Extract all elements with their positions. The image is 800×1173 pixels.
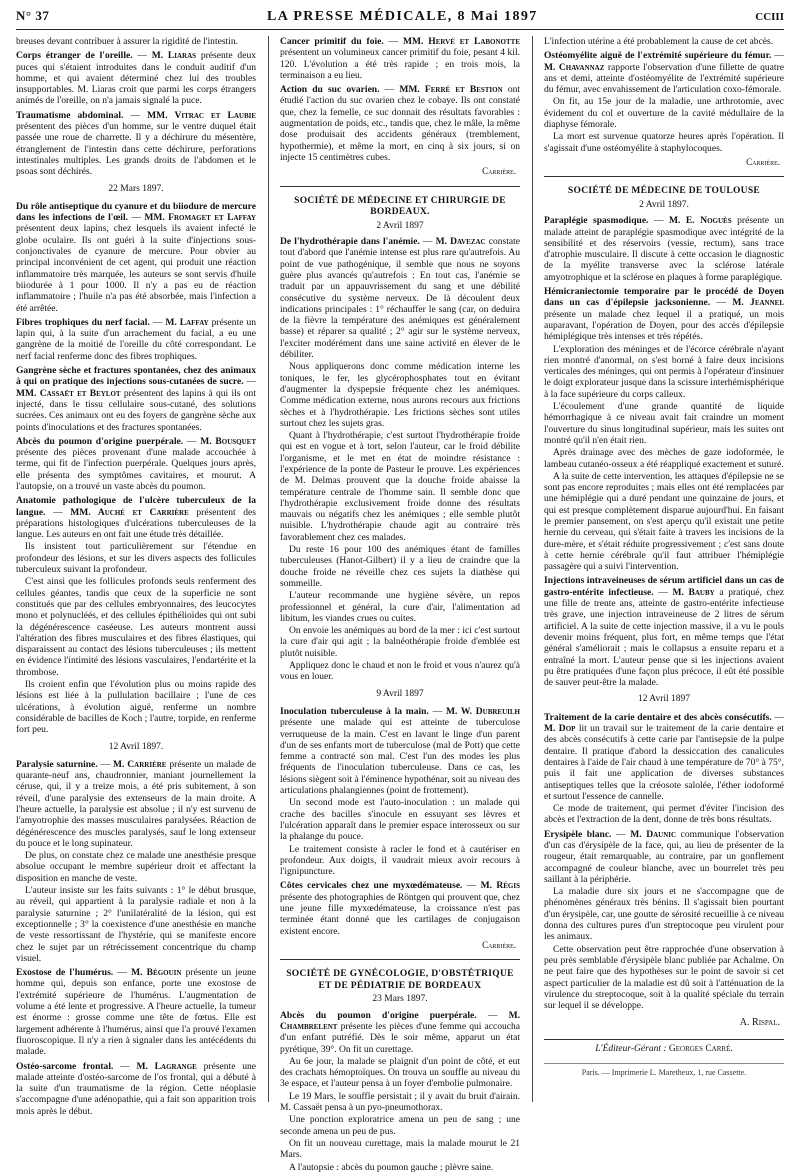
article-title: Du rôle antiseptique du cyanure et du biiodure de mercure dans les infections de l'œil. bbox=[16, 200, 256, 224]
article-continuation bbox=[16, 36, 256, 47]
newspaper-page bbox=[16, 8, 785, 1173]
article: Traumatisme abdominal. — MM. Vitrac et Laubie présentent des pièces d'un homme, sur le ventre duquel était passée une roue de charrette. Il y a déchirure du mésentère, étranglement de l'intestin dans cette déchirure, perforations intestinales multiples. Les grands droits de l'abdomen et le psoas sont déchirés. bbox=[16, 109, 257, 178]
paragraph: On envoie les anémiques au bord de la mer : ici c'est surtout la cure d'air qui agit ; la balnéothérapie froide d'emblée est plutôt nuisible. bbox=[280, 625, 520, 659]
article: Cancer primitif du foie. — MM. Hervé et Labonotte présentent un volumineux cancer primitif du foie, pesant 4 kil. 120. L'évolution a été très rapide ; en trois mois, la terminaison a eu lieu. bbox=[280, 36, 520, 81]
article-title: Injections intraveineuses de sérum artificiel dans un cas de gastro-entérite infectieuse. bbox=[544, 575, 784, 598]
article: Injections intraveineuses de sérum artificiel dans un cas de gastro-entérite infectieuse. — M. Bauby a pratiqué, chez une fille de trente ans, atteinte de gastro-entérite infectieuse très grave, une injection intraveineuse de 2 litres de sérum artificiel. A la suite de cette injection massive, il a vu le pouls devenir moins fréquent, plus fort, en même temps que l'état général s'améliorait ; mais le collapsus a ensuite reparu et a entraîné la mort. L'auteur pense que si les injections avaient pu être pratiquées d'une façon plus précoce, il eût été possible de sauver peut-être la malade. bbox=[544, 575, 784, 689]
article: Action du suc ovarien. — MM. Ferré et Bestion ont étudié l'action du suc ovarien chez le cobaye. Ils ont constaté que, chez la femelle, ce suc donnait des résultats favorables : augmentation de poids, etc., tandis que, chez le mâle, la même dose produisait des accidents généraux (tremblement, hypothermie), et même la mort, en cinq à six jours, si on injecte 15 centimètres cubes. bbox=[280, 84, 521, 163]
paragraph: Le 19 Mars, le souffle persistait ; il y avait du bruit d'airain. M. Cassaët pensa à un pyo-pneumothorax. bbox=[280, 1090, 520, 1114]
article-title: Fibres trophiques du nerf facial. bbox=[16, 316, 150, 328]
society-heading bbox=[544, 176, 784, 211]
article: Traitement de la carie dentaire et des abcès consécutifs. — M. Dop lit un travail sur le traitement de la carie dentaire et des abcès consécutifs à cette carie par l'antisepsie de la pulpe dentaire. Il pratique d'abord la dessiccation des canalicules dentaires à l'aide de l'air chaud à une température de 70° à 75°, puis il fait une application de diverses substances antiseptiques telles que la créosote salolée, l'éther iodoformé et surtout l'essence de cannelle. Ce mode de traitement, qui permet d'éviter l'incision des abcès et l'extraction de la dent, donne de très bons résultats. bbox=[544, 711, 785, 826]
article: Paralysie saturnine. — M. Carrière présente un malade de quarante-neuf ans, chaudronnier, maniant journellement la céruse, qui, il y a treize mois, a été pris subitement, à son réveil, d'une paralysie des extenseurs de la main droite. A l'heure actuelle, la paralysie est absolue ; il n'y est survenu de l'amyotrophie des masses musculaires paralysées. Réaction de dégénérescence des muscles paralysés, sauf le long extenseur du pouce et le long supinateur. De plus, on constate chez ce malade une anesthésie presque absolue occupant le membre supérieur droit et affectant la disposition en manche de veste. L'auteur insiste sur les faits suivants : 1° le début brusque, au réveil, qui appartient à la paralysie radiale et non à la paralysie saturnine ; 2° l'unilatéralité de la lésion, qui est exceptionnelle ; 3° la coexistence d'une anesthésie en manche de veste ressortissant de l'hystérie, qui se manifeste encore chez le sujet par un rétrécissement concentrique du champ visuel. bbox=[16, 758, 257, 964]
article-body: présentent un volumineux cancer primitif du foie, pesant 4 kil. 120. L'évolution a été très rapide ; en trois mois, la terminaison a eu lieu. bbox=[280, 47, 520, 81]
publisher-credit bbox=[544, 1039, 784, 1055]
paragraph: Au 6e jour, la malade se plaignit d'un point de côté, et eut des crachats hémoptoïques. On trouva un souffle au niveau du 3e espace, et l'auteur pensa à un foyer d'embolie pulmonaire. bbox=[280, 1055, 520, 1090]
article: Ostéomyélite aiguë de l'extrémité supérieure du fémur. — M. Chavannaz rapporte l'observation d'une fillette de quatre ans et demi, atteinte d'ostéomyélite de l'extrémité supérieure du fémur, avec envahissement de l'articulation coxo-fémorale. On fit, au 15e jour de la maladie, une arthrotomie, avec évidement du col et ouverture de la cavité médullaire de la diaphyse fémorale. La mort est survenue quatorze heures après l'opération. Il s'agissait d'une ostéomyélite à staphylocoques. bbox=[544, 50, 785, 154]
article: Exostose de l'humérus. — M. Bégouin présente un jeune homme qui, depuis son enfance, porte une exostose de l'extrémité supérieure de l'humérus. L'augmentation de volume a été lente et progressive. A l'heure actuelle, la tumeur est énorme : grosse comme une tête de fœtus. Elle est largement adhérente à l'humérus, ainsi que l'a prouvé l'examen fluoroscopique. Il n'y a rien à signaler dans les antécédents du malade. bbox=[16, 967, 257, 1058]
article-title: De l'hydrothérapie dans l'anémie. bbox=[280, 236, 420, 248]
article-author: M. E. Noguès bbox=[669, 215, 732, 227]
article-body: présente un malade chez lequel il a pratiqué, un mois auparavant, l'opération de Doyen, pour des accès d'épilepsie hémiplégique très intenses et très répétés. bbox=[544, 308, 784, 343]
column-left bbox=[16, 36, 257, 1117]
article-body: présentent des pièces d'un homme, sur le ventre duquel était passée une roue de charrette. Il y a déchirure du mésentère, étranglement de l'intestin dans cette déchirure, perforations intestinales multiples. Les grands droits de l'abdomen et le psoas sont déchirés. bbox=[16, 121, 256, 178]
article: Corps étranger de l'oreille. — M. Liaras présente deux puces qui s'étaient introduites dans le conduit auditif d'un homme, et qui avaient déterminé chez lui des troubles insupportables. M. Liaras croit que parmi les corps étrangers animés de l'oreille, on n'a jamais signalé la puce. bbox=[16, 50, 256, 107]
paragraph: breuses devant contribuer à assurer la rigidité de l'intestin. bbox=[16, 36, 239, 47]
article-continuation bbox=[544, 36, 784, 47]
article-title: Inoculation tuberculeuse à la main. bbox=[280, 705, 429, 717]
article-author: M. Daunic bbox=[630, 828, 677, 840]
article-body: présentent des lapins à qui ils ont injecté, dans le tissu cellulaire sous-cutané, des solutions sucrées. Ces animaux ont eu des foyers de gangrène sèche aux points d'inoculations et des fractures spontanées. bbox=[16, 387, 256, 433]
article: Du rôle antiseptique du cyanure et du biiodure de mercure dans les infections de l'œil. — MM. Fromaget et Laffay présentent deux lapins, chez lesquels ils avaient infecté le globe oculaire. Ils ont guéri à la suite d'injections sous-conjonctivales de cyanure de mercure. Pour obvier au principal inconvénient de cet agent, qui produit une réaction inflammatoire très marquée, les auteurs se sont servis d'huile biiodurée à 1 pour 1000. Il n'y a pas eu de réaction inflammatoire ; l'huile n'a pas été absorbée, mais l'infection a été arrêtée. bbox=[16, 200, 257, 314]
paragraph: Ils croient enfin que l'évolution plus ou moins rapide des lésions est liée à la pullulation bacillaire ; l'une de ces ulcérations, à évolution aiguë, renferme un nombre considérable de bacilles de Koch ; l'autre, torpide, en renferme fort peu. bbox=[16, 679, 256, 736]
paragraph: Ce mode de traitement, qui permet d'éviter l'incision des abcès et l'extraction de la dent, donne de très bons résultats. bbox=[544, 803, 784, 826]
article-title: Traitement de la carie dentaire et des abcès consécutifs. bbox=[544, 711, 772, 723]
article: Gangrène sèche et fractures spontanées, chez des animaux à qui on pratique des injections sous-cutanées de sucre. — MM. Cassaët et Beylot présentent des lapins à qui ils ont injecté, dans le tissu cellulaire sous-cutané, des solutions sucrées. Ces animaux ont eu des foyers de gangrène sèche aux points d'inoculations et des fractures spontanées. bbox=[16, 365, 257, 433]
paragraph: A la suite de cette intervention, les attaques d'épilepsie ne se sont pas encore reproduites ; mais elles ont été remplacées par une hémiplégie qui a duré pendant une quinzaine de jours, et qui est presque complètement disparue aujourd'hui. En faisant le premier pansement, on s'est aperçu qu'il existait une petite hernie du cerveau, qui s'était faite à travers les incisions de la dure-mère, et s'était réduite progressivement ; c'est sans doute à cette hernie cérébrale qu'il faut attribuer l'hémiplégie passagère qui a suivi l'intervention. bbox=[544, 470, 784, 573]
paragraph: Un second mode est l'auto-inoculation : un malade qui crache des bacilles s'inocule en essuyant ses lèvres et l'ulcération apparaît dans le premier espace interosseux ou sur la phalange du pouce. bbox=[280, 797, 520, 843]
paragraph: L'exploration des méninges et de l'écorce cérébrale n'ayant rien montré d'anormal, on s'est borné à faire deux incisions verticales des méninges, qui ont permis à l'opérateur d'insinuer le doigt explorateur jusque dans la scissure interhémisphérique à la face supérieure du corps calleux. bbox=[544, 343, 784, 400]
article-author: M. Chavannaz bbox=[544, 61, 605, 73]
article-body: a pratiqué, chez une fille de trente ans, atteinte de gastro-entérite infectieuse très grave, une injection intraveineuse de 2 litres de sérum artificiel. A la suite de cette injection massive, il a vu le pouls devenir moins fréquent, plus fort, en même temps que l'état général s'améliorait ; mais le collapsus a ensuite reparu et a entraîné la mort. L'auteur pense que si les injections avaient pu être pratiquées d'une façon plus précoce, il eût été possible de sauver peut-être la malade. bbox=[544, 586, 784, 689]
page-number: CCIII bbox=[755, 11, 784, 23]
article-title: Ostéomyélite aiguë de l'extrémité supérieure du fémur. bbox=[544, 50, 772, 62]
society-name: SOCIÉTÉ DE MÉDECINE ET CHIRURGIE DE BORDEAUX. bbox=[294, 195, 506, 218]
article-title: Paraplégie spasmodique. bbox=[544, 215, 649, 227]
column-middle bbox=[280, 36, 521, 1173]
article-author: MM. Vitrac et Laubie bbox=[147, 109, 257, 121]
article: De l'hydrothérapie dans l'anémie. — M. Davezac constate tout d'abord que l'anémie intense est plus rare qu'autrefois. Au point de vue pathogénique, il semble que nous ne soyons guère plus avancés qu'autrefois : En tout cas, l'anémie se traduit par un appauvrissement du sang et une débilité consécutive du système nerveux. De là découlent deux indications principales : 1° réchauffer le sang (car, on deduira de la fièvre la température des anémiques est généralement basse) et réparer sa qualité ; 2° agir sur le système nerveux, l'exciter modérément dans une saine activité en élever de le débiliter. Nous appliquerons donc comme médication interne les toniques, le fer, les glycérophosphates tout en évitant d'augmenter la dyspepsie fréquente chez les anémiques. Comme médication externe, nous aurons recours aux frictions sèches et à l'hydrothérapie. Les frictions sèches sont utiles surtout chez les sujets gras. Quant à l'hydrothérapie, c'est surtout l'hydrothérapie froide qui est en vogue et à tort, selon l'auteur, car le froid débilite l'organisme, et le met en état de moindre résistance : l'expérience de la ponte de Pasteur le prouve. Les expériences de M. Delmas prouvent que la douche froide abaisse la température centrale de l'homme sain. Il semble donc que l'hydrothérapie exclusivement froide donne des résultats mauvais ou négatifs chez les anémiques ; elle semble plutôt nuisible. L'hydrothérapie chaude agit au contraire très favorablement chez ces malades. Du reste 16 pour 100 des anémiques étant de familles tuberculeuses (Hanot-Gilbert) il y a lieu de craindre que la douche froide ne réveille chez ces sujets la diathèse qui sommeille. L'auteur recommande une hygiène sévère, un repos professionnel et général, la cure d'air, l'alimentation ad libitum, les viandes crues ou cuites. On envoie les anémiques au bord de la mer : ici c'est surtout la cure d'air qui agit ; la balnéothérapie froide d'emblée est plutôt nuisible. Appliquez donc le chaud et non le froid et vous n'aurez qu'à vous en louer. bbox=[280, 236, 520, 683]
article-title: Côtes cervicales chez une myxœdémateuse. bbox=[280, 880, 463, 892]
society-name: SOCIÉTÉ DE GYNÉCOLOGIE, D'OBSTÉTRIQUE ET DE PÉDIATRIE DE BORDEAUX bbox=[286, 969, 514, 991]
article: Inoculation tuberculeuse à la main. — M. W. Dubreuilh présente une malade qui est atteinte de tuberculose verruqueuse de la main. C'est en lavant le linge d'un parent d'un de ses enfants mort de tuberculose (mal de Pott) que cette femme a contracté son mal. C'est l'un des modes les plus fréquents de l'inoculation tuberculeuse. Dans ce cas, les lésions siègent soit à l'éminence hypothénar, soit au niveau des articulations phalangiennes (point de frottement). Un second mode est l'auto-inoculation : un malade qui crache des bacilles s'inocule en essuyant ses lèvres et l'ulcération apparaît dans le premier espace interosseux ou sur la phalange du pouce. Le traitement consiste à racler le fond et à cautériser en profondeur. Aux doigts, il vaudrait mieux avoir recours à l'ignipuncture. bbox=[280, 705, 520, 878]
article-title: Anatomie pathologique de l'ulcère tuberculeux de la langue. bbox=[16, 495, 256, 518]
paragraph: Appliquez donc le chaud et non le froid et vous n'aurez qu'à vous en louer. bbox=[280, 660, 520, 683]
paragraph: On fit un nouveau curettage, mais la malade mourut le 21 Mars. bbox=[280, 1137, 520, 1161]
article-title: Abcès du poumon d'origine puerpérale. bbox=[16, 435, 184, 447]
article-author: M. Chambrelent bbox=[280, 1009, 520, 1032]
article-body: présente un malade de quarante-neuf ans, chaudronnier, maniant journellement la céruse, qui, il y a treize mois, a été pris subitement, à son réveil, d'une paralysie des extenseurs de la main droite. A l'heure actuelle, la paralysie est absolue ; il n'y est survenu de l'amyotrophie des masses musculaires paralysées. Réaction de dégénérescence des muscles paralysés, sauf le long extenseur du pouce et le long supinateur. bbox=[16, 758, 257, 849]
article-body: rapporte l'observation d'une fillette de quatre ans et demi, atteinte d'ostéomyélite de l'extrémité supérieure du fémur, avec envahissement de l'articulation coxo-fémorale. bbox=[544, 61, 784, 96]
article-author: M. Régis bbox=[480, 880, 520, 892]
article: Anatomie pathologique de l'ulcère tuberculeux de la langue. — MM. Auché et Carrière présentent des préparations histologiques d'ulcérations tuberculeuses de la langue. Les auteurs en ont fait une étude très détaillée. Ils insistent tout particulièrement sur l'étendue en profondeur des lésions, et sur les divers aspects des follicules tuberculeux suivant la profondeur. C'est ainsi que les follicules profonds seuls renferment des cellules géantes, tandis que ceux de la superficie ne sont constitués que par des cellules embryonnaires, des leucocytes mono et polynucléés, et des cellules épithélioïdes qui ont subi la dégénérescence caséeuse. Les auteurs montrent aussi l'altération des fibres musculaires et des fibres élastiques, qui disparaissent au contact des lésions tuberculeuses ; ils mettent en évidence l'intimité des lésions vasculaires, l'endartérite et la thrombose. Ils croient enfin que l'évolution plus ou moins rapide des lésions est liée à la pullulation bacillaire ; l'une de ces ulcérations, à évolution aiguë, renferme un nombre considérable de bacilles de Koch ; l'autre, torpide, en renferme fort peu. bbox=[16, 495, 257, 736]
journal-title: LA PRESSE MÉDICALE, 8 Mai 1897 bbox=[266, 9, 538, 24]
session-date: 23 Mars 1897. bbox=[372, 994, 428, 1005]
column-right bbox=[544, 36, 784, 1106]
paragraph: L'infection utérine a été probablement la cause de cet abcès. bbox=[544, 36, 774, 47]
article: Ostéo-sarcome frontal. — M. Lagrange présente une malade atteinte d'ostéo-sarcome de l'os frontal, qui a débuté à la suite d'un traumatisme de la région. Cette néoplasie s'accompagne d'une adénopathie, qui a fait son apparition trois mois après le début. bbox=[16, 1060, 256, 1117]
article-title: Cancer primitif du foie. bbox=[280, 36, 384, 47]
article-author: MM. Hervé et Labonotte bbox=[403, 36, 520, 47]
reporter-signature: A. Rispal. bbox=[739, 1017, 780, 1029]
article-body: lit un travail sur le traitement de la carie dentaire et des abcès consécutifs à cette carie par l'antisepsie de la pulpe dentaire. Il pratique d'abord la dessiccation des canalicules dentaires à l'aide de l'air chaud à une température de 70° à 75°, puis il fait une application de diverses substances antiseptiques telles que la créosote salolée, l'éther iodoformé et surtout l'essence de cannelle. bbox=[544, 723, 785, 802]
article: Paraplégie spasmodique. — M. E. Noguès présente un malade atteint de paraplégie spasmodique avec intégrité de la sensibilité et des réservoirs (vessie, rectum), sans trace d'atrophie musculaire. Il discute à cette occasion le diagnostic de la myélite transverse avec la sclérose latérale amyotrophique et la sclérose en plaques à forme paraplégique. bbox=[544, 215, 784, 283]
column-divider bbox=[532, 36, 533, 1102]
article-author: M. W. Dubreuilh bbox=[445, 705, 520, 717]
article-body: présentent deux lapins, chez lesquels ils avaient infecté le globe oculaire. Ils ont guéri à la suite d'injections sous-conjonctivales de cyanure de mercure. Pour obvier au principal inconvénient de cet agent, qui produit une réaction inflammatoire très marquée, les auteurs se sont servis d'huile biiodurée à 1 pour 1000. Il n'y a pas eu de réaction inflammatoire ; l'huile n'a pas été absorbée, mais l'infection a été arrêtée. bbox=[16, 223, 256, 314]
article-author: M. Bousquet bbox=[200, 435, 257, 447]
paragraph: L'écoulement d'une grande quantité de liquide hémorrhagique à ce niveau avait fait craindre un moment l'ouverture du sinus longitudinal supérieur, mais les suites ont montré qu'il n'en était rien. bbox=[544, 401, 784, 446]
article: Abcès du poumon d'origine puerpérale. — M. Chambrelent présente les pièces d'une femme qui accoucha d'un enfant putréfié. Dès le soir même, apparut un état pyrétique, 39°. On fit un curettage. Au 6e jour, la malade se plaignit d'un point de côté, et eut des crachats hémoptoïques. On trouva un souffle au niveau du 3e espace, et l'auteur pensa à un foyer d'embolie pulmonaire. Le 19 Mars, le souffle persistait ; il y avait du bruit d'airain. M. Cassaët pensa à un pyo-pneumothorax. Une ponction exploratrice amena un peu de sang ; une seconde amena un peu de pus. On fit un nouveau curettage, mais la malade mourut le 21 Mars. A l'autopsie : abcès du poumon gauche ; plèvre saine. bbox=[280, 1009, 521, 1173]
paragraph: Le traitement consiste à racler le fond et à cautériser en profondeur. Aux doigts, il vaudrait mieux avoir recours à l'ignipuncture. bbox=[280, 843, 520, 878]
column-divider bbox=[268, 36, 269, 1102]
society-heading bbox=[280, 186, 520, 233]
article-author: MM. Ferré et Bestion bbox=[399, 84, 503, 96]
editor-name: Georges Carré. bbox=[668, 1043, 733, 1054]
article-author: MM. Auché et Carrière bbox=[70, 506, 189, 518]
article-title: Paralysie saturnine. bbox=[16, 758, 98, 770]
editor-label: L'Éditeur-Gérant : bbox=[595, 1043, 667, 1054]
paragraph: De plus, on constate chez ce malade une anesthésie presque absolue occupant le membre supérieur droit et affectant la disposition en manche de veste. bbox=[16, 850, 256, 884]
article-author: M. Bégouin bbox=[131, 967, 182, 979]
article-title: Traumatisme abdominal. bbox=[16, 109, 124, 121]
article-author: MM. Fromaget et Laffay bbox=[144, 212, 257, 224]
article-body: présente des pièces provenant d'une malade accouchée à terme, qui fit de l'infection puerpérale. Quelques jours après, elle présenta des symptômes cavitaires, et mourut. A l'autopsie, on a trouvé un vaste abcès du poumon. bbox=[16, 447, 256, 492]
session-date: 22 Mars 1897. bbox=[108, 183, 164, 194]
article-body: présente une malade atteinte d'ostéo-sarcome de l'os frontal, qui a débuté à la suite d'un traumatisme de la région. Cette néoplasie s'accompagne d'une adénopathie, qui a fait son apparition trois mois après le début. bbox=[16, 1060, 256, 1117]
article-title: Corps étranger de l'oreille. bbox=[16, 50, 133, 62]
printer-imprint: Paris. — Imprimerie L. Maretheux, 1, rue Cassette. bbox=[544, 1063, 784, 1078]
article-author: M. Jeannel bbox=[732, 297, 784, 309]
society-heading bbox=[280, 959, 520, 1006]
article: Hémicraniectomie temporaire par le procédé de Doyen dans un cas d'épilepsie jacksonienne. — M. Jeannel présente un malade chez lequel il a pratiqué, un mois auparavant, l'opération de Doyen, pour des accès d'épilepsie hémiplégique très intenses et très répétés. L'exploration des méninges et de l'écorce cérébrale n'ayant rien montré d'anormal, on s'est borné à faire deux incisions verticales des méninges, qui ont permis à l'opérateur d'insinuer le doigt explorateur jusque dans la scissure interhémisphérique à la face supérieure du corps calleux. L'écoulement d'une grande quantité de liquide hémorrhagique à ce niveau avait fait craindre un moment l'ouverture du sinus longitudinal supérieur, mais les suites ont montré qu'il n'en était rien. Après drainage avec des mèches de gaze iodoformée, le lambeau cutanéo-osseux a été réappliqué exactement et suturé. A la suite de cette intervention, les attaques d'épilepsie ne se sont pas encore reproduites ; mais elles ont été remplacées par une hémiplégie qui a duré pendant une quinzaine de jours, et qui est presque complètement disparue aujourd'hui. En faisant le premier pansement, on s'est aperçu qu'il existait une petite hernie du cerveau, qui s'était faite à travers les incisions de la dure-mère, et s'était réduite progressivement ; c'est sans doute à cette hernie cérébrale qu'il faut attribuer l'hémiplégie passagère qui a suivi l'intervention. bbox=[544, 286, 784, 573]
session-date: 12 Avril 1897 bbox=[637, 694, 691, 705]
article-body: présente les pièces d'une femme qui accoucha d'un enfant putréfié. Dès le soir même, apparut un état pyrétique, 39°. On fit un curettage. bbox=[280, 1020, 521, 1055]
society-name: SOCIÉTÉ DE MÉDECINE DE TOULOUSE bbox=[567, 186, 761, 197]
article-body: présente un malade atteint de paraplégie spasmodique avec intégrité de la sensibilité et des réservoirs (vessie, rectum), sans trace d'atrophie musculaire. Il discute à cette occasion le diagnostic de la myélite transverse avec la sclérose latérale amyotrophique et la sclérose en plaques à forme paraplégique. bbox=[544, 215, 784, 283]
reporter-signature: Carrière. bbox=[482, 939, 516, 950]
article: Côtes cervicales chez une myxœdémateuse. — M. Régis présente des photographies de Röntgen qui prouvent que, chez une jeune fille myxœdémateuse, la croissance n'est pas terminée étant donné que les cartilages de conjugaison existent encore. bbox=[280, 880, 520, 937]
article-title: Erysipèle blanc. bbox=[544, 828, 612, 840]
article-body: présente deux puces qui s'étaient introduites dans le conduit auditif d'un homme, et qui avaient déterminé chez lui des troubles insupportables. M. Liaras croit que parmi les corps étrangers animés de l'oreille, on n'a jamais signalé la puce. bbox=[16, 50, 256, 107]
paragraph: Nous appliquerons donc comme médication interne les toniques, le fer, les glycérophosphates tout en évitant d'augmenter la dyspepsie fréquente chez les anémiques. Comme médication externe, nous aurons recours aux frictions sèches et à l'hydrothérapie. Les frictions sèches sont utiles surtout chez les sujets gras. bbox=[280, 361, 520, 429]
paragraph: C'est ainsi que les follicules profonds seuls renferment des cellules géantes, tandis que ceux de la superficie ne sont constitués que par des cellules embryonnaires, des leucocytes mono et polynucléés, et des cellules épithélioïdes qui ont subi la dégénérescence caséeuse. Les auteurs montrent aussi l'altération des fibres musculaires et des fibres élastiques, qui disparaissent au contact des lésions tuberculeuses ; ils mettent en évidence l'intimité des lésions vasculaires, l'endartérite et la thrombose. bbox=[16, 576, 256, 678]
paragraph: Cette observation peut être rapprochée d'une observation à peu près semblable d'érysipèle blanc publiée par Achalme. On ne peut faire que des hypothèses sur le point de savoir si cet aspect particulier de la maladie est dû soit à l'atténuation de la virulence du streptocoque, soit à la qualité spéciale du terrain sur lequel il se développe. bbox=[544, 943, 784, 1012]
article-author: M. Laffay bbox=[165, 316, 209, 328]
article-body: ont étudié l'action du suc ovarien chez le cobaye. Ils ont constaté que, chez la femelle, ce suc donnait des résultats favorables : augmentation de poids, etc., tandis que, chez le mâle, la même dose produisait des accidents généraux (tremblement, hypothermie), et même la mort, en cinq à six jours, si on injecte 15 centimètres cubes. bbox=[280, 84, 521, 163]
paragraph: La mort est survenue quatorze heures après l'opération. Il s'agissait d'une ostéomyélite à staphylocoques. bbox=[544, 131, 784, 154]
article-body: présentent des préparations histologiques d'ulcérations tuberculeuses de la langue. Les auteurs en ont fait une étude très détaillée. bbox=[16, 506, 257, 541]
session-date: 2 Avril 1897. bbox=[639, 199, 689, 210]
paragraph: L'auteur insiste sur les faits suivants : 1° le début brusque, au réveil, qui appartient à la paralysie radiale et non à la paralysie saturnine ; 2° l'unilatéralité de la lésion, qui est exceptionnelle ; 3° la coexistence d'une anesthésie en manche de veste ressortissant de l'hystérie, qui se manifeste encore chez le sujet par un rétrécissement concentrique du champ visuel. bbox=[16, 885, 256, 964]
session-date: 12 Avril 1897. bbox=[108, 741, 164, 752]
session-date: 2 Avril 1897 bbox=[376, 220, 424, 231]
article-author: M. Bauby bbox=[672, 586, 715, 598]
article-title: Action du suc ovarien. bbox=[280, 84, 380, 96]
article: Fibres trophiques du nerf facial. — M. Laffay présente un lapin qui, à la suite d'un arrachement du facial, a eu une gangrène de la moitié de l'oreille du côté correspondant. Le nerf facial renferme donc des fibres trophiques. bbox=[16, 316, 256, 362]
issue-number: N° 37 bbox=[16, 8, 50, 23]
article-body: présente des photographies de Röntgen qui prouvent que, chez une jeune fille myxœdémateuse, la croissance n'est pas terminée étant donné que les cartilages de conjugaison existent encore. bbox=[280, 891, 520, 937]
session-date: 9 Avril 1897 bbox=[376, 688, 424, 699]
article-title: Exostose de l'humérus. bbox=[16, 967, 114, 979]
article-title: Hémicraniectomie temporaire par le procédé de Doyen dans un cas d'épilepsie jacksonienne. bbox=[544, 286, 784, 309]
article-author: M. Carrière bbox=[113, 758, 167, 770]
article-title: Gangrène sèche et fractures spontanées, chez des animaux à qui on pratique des injections sous-cutanées de sucre. bbox=[16, 365, 256, 388]
article-author: M. Lagrange bbox=[136, 1060, 197, 1072]
article-author: MM. Cassaët et Beylot bbox=[16, 387, 121, 399]
paragraph: Une ponction exploratrice amena un peu de sang ; une seconde amena un peu de pus. bbox=[280, 1114, 520, 1137]
article-author: M. Davezac bbox=[435, 236, 486, 248]
paragraph: Quant à l'hydrothérapie, c'est surtout l'hydrothérapie froide qui est en vogue et à tort, selon l'auteur, car le froid débilite l'organisme, et le met en état de moindre résistance : l'expérience de la ponte de Pasteur le prouve. Les expériences de M. Delmas prouvent que la douche froide abaisse la température centrale de l'homme sain. Il semble donc que l'hydrothérapie exclusivement froide donne des résultats mauvais ou négatifs chez les anémiques ; elle semble plutôt nuisible. L'hydrothérapie chaude agit au contraire très favorablement chez ces malades. bbox=[280, 430, 520, 543]
article: Erysipèle blanc. — M. Daunic communique l'observation d'un cas d'érysipèle de la face, qui, au lieu de présenter de la rougeur, était remarquable, au contraire, par un gonflement accompagné de couleur blanche, avec un bourrelet très peu saillant à la périphérie. La maladie dure six jours et ne s'accompagne que de phénomènes généraux très bénins. Il s'agissait bien pourtant d'un érysipèle, car, une goutte de sérosité recueillie à ce niveau donna des cultures pures d'un streptocoque peu virulent pour les animaux. Cette observation peut être rapprochée d'une observation à peu près semblable d'érysipèle blanc publiée par Achalme. On ne peut faire que des hypothèses sur le point de savoir si cet aspect particulier de la maladie est dû soit à l'atténuation de la virulence du streptocoque, soit à la qualité spéciale du terrain sur lequel il se développe. bbox=[544, 828, 785, 1012]
article-title: Abcès du poumon d'origine puerpérale. bbox=[280, 1009, 477, 1021]
article-body: présente un lapin qui, à la suite d'un arrachement du facial, a eu une gangrène de la moitié de l'oreille du côté correspondant. Le nerf facial renferme donc des fibres trophiques. bbox=[16, 316, 256, 362]
article-body: présente un jeune homme qui, depuis son enfance, porte une exostose de l'extrémité supérieure de l'humérus. L'augmentation de volume a été lente et progressive. A l'heure actuelle, la tumeur est énorme : grosse comme une tête de fœtus. Elle est largement adhérente à l'humérus, ainsi que l'a prouvé l'examen fluoroscopique. Il n'y a rien à signaler dans les antécédents du malade. bbox=[16, 967, 257, 1058]
article: Abcès du poumon d'origine puerpérale. — M. Bousquet présente des pièces provenant d'une malade accouchée à terme, qui fit de l'infection puerpérale. Quelques jours après, elle présenta des symptômes cavitaires, et mourut. A l'autopsie, on a trouvé un vaste abcès du poumon. bbox=[16, 435, 257, 492]
article-title: Ostéo-sarcome frontal. bbox=[16, 1060, 114, 1072]
paragraph: On fit, au 15e jour de la maladie, une arthrotomie, avec évidement du col et ouverture de la cavité médullaire de la diaphyse fémorale. bbox=[544, 96, 784, 131]
paragraph: Ils insistent tout particulièrement sur l'étendue en profondeur des lésions, et sur les divers aspects des follicules tuberculeux suivant la profondeur. bbox=[16, 541, 256, 576]
article-body: communique l'observation d'un cas d'érysipèle de la face, qui, au lieu de présenter de la rougeur, était remarquable, au contraire, par un gonflement accompagné de couleur blanche, avec un bourrelet très peu saillant à la périphérie. bbox=[544, 828, 785, 885]
paragraph: L'auteur recommande une hygiène sévère, un repos professionnel et général, la cure d'air, l'alimentation ad libitum, les viandes crues ou cuites. bbox=[280, 590, 520, 624]
reporter-signature: Carrière. bbox=[746, 156, 780, 167]
reporter-signature: Carrière. bbox=[482, 166, 516, 177]
paragraph: Après drainage avec des mèches de gaze iodoformée, le lambeau cutanéo-osseux a été réappliqué exactement et suturé. bbox=[544, 447, 784, 470]
article-author: M. Dop bbox=[544, 723, 576, 735]
page-header bbox=[16, 8, 784, 30]
paragraph: A l'autopsie : abcès du poumon gauche ; plèvre saine. bbox=[289, 1161, 494, 1173]
article-author: M. Liaras bbox=[151, 50, 197, 62]
paragraph: La maladie dure six jours et ne s'accompagne que de phénomènes généraux très bénins. Il s'agissait bien pourtant d'un érysipèle, car, une goutte de sérosité recueillie à ce niveau donna des cultures pures d'un streptocoque peu virulent pour les animaux. bbox=[544, 886, 784, 943]
article-body: présente une malade qui est atteinte de tuberculose verruqueuse de la main. C'est en lavant le linge d'un parent d'un de ses enfants mort de tuberculose (mal de Pott) que cette femme a contracté son mal. C'est l'un des modes les plus fréquents de l'inoculation tuberculeuse. Dans ce cas, les lésions siègent soit à l'éminence hypothénar, soit au niveau des articulations phalangiennes (point de frottement). bbox=[280, 717, 520, 797]
paragraph: Du reste 16 pour 100 des anémiques étant de familles tuberculeuses (Hanot-Gilbert) il y a lieu de craindre que la douche froide ne réveille chez ces sujets la diathèse qui sommeille. bbox=[280, 544, 520, 589]
article-body: constate tout d'abord que l'anémie intense est plus rare qu'autrefois. Au point de vue pathogénique, il semble que nous ne soyons guère plus avancés qu'autrefois : En tout cas, l'anémie se traduit par un appauvrissement du sang et une débilité consécutive du système nerveux. De là découlent deux indications principales : 1° réchauffer le sang (car, on deduira de la fièvre la température des anémiques est généralement basse) et réparer sa qualité ; 2° agir sur le système nerveux, l'exciter modérément dans une saine activité en élever de le débiliter. bbox=[280, 236, 520, 361]
